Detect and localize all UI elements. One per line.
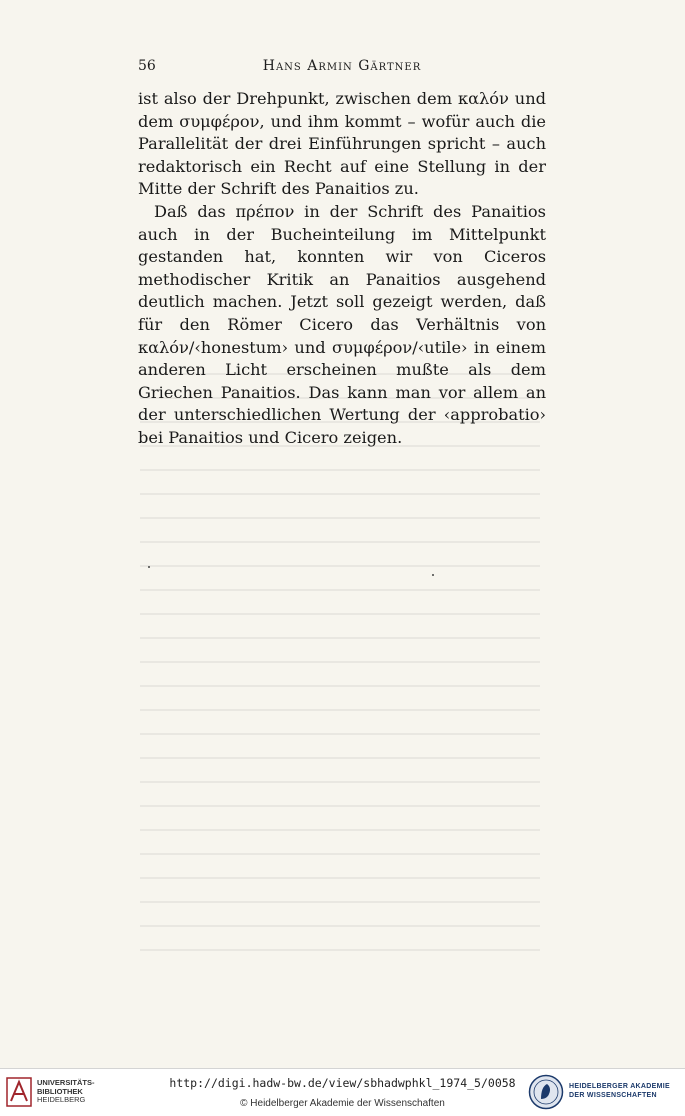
page-number: 56 [138, 58, 156, 74]
show-through-text [140, 360, 540, 960]
body-text [138, 88, 546, 450]
academy-seal-icon[interactable] [528, 1074, 564, 1110]
paragraph: Daß das πρέπον in der Schrift des Panaitios auch in der Bucheinteilung im Mittelpunkt gestanden hat, konnten wir von Ciceros methodischer Kritik an Panaitios ausgehend deutlich machen. Jetzt soll gezeigt werden, daß für den Römer Cicero das Verhältnis von καλόν/‹honestum› und συμφέρον/‹utile› in einem anderen Licht erscheinen mußte als dem Griechen Panaitios. Das kann man vor allem an der unterschiedlichen Wertung der ‹approbatio› bei Panaitios und Cicero zeigen. [138, 201, 546, 447]
page-header [138, 58, 546, 78]
viewer-footer [0, 1068, 685, 1116]
copyright-notice: © Heidelberger Akademie der Wissenschaften [240, 1098, 445, 1109]
paragraph: ist also der Drehpunkt, zwischen dem καλόν und dem συμφέρον, und ihm kommt – wofür auch die Parallelität der drei Einführungen spricht – auch redaktorisch ein Recht auf eine Stellung in der Mitte der Schrift des Panaitios zu. [138, 89, 546, 199]
speck [432, 574, 434, 576]
university-library-name: UNIVERSITÄTS- BIBLIOTHEK HEIDELBERG [37, 1078, 95, 1104]
permalink-url[interactable]: http://digi.hadw-bw.de/view/sbhadwphkl_1974_5/0058 [169, 1076, 516, 1090]
academy-name: HEIDELBERGER AKADEMIE DER WISSENSCHAFTEN [569, 1083, 670, 1099]
speck [148, 566, 150, 568]
running-head: Hans Armin Gärtner [262, 58, 422, 74]
